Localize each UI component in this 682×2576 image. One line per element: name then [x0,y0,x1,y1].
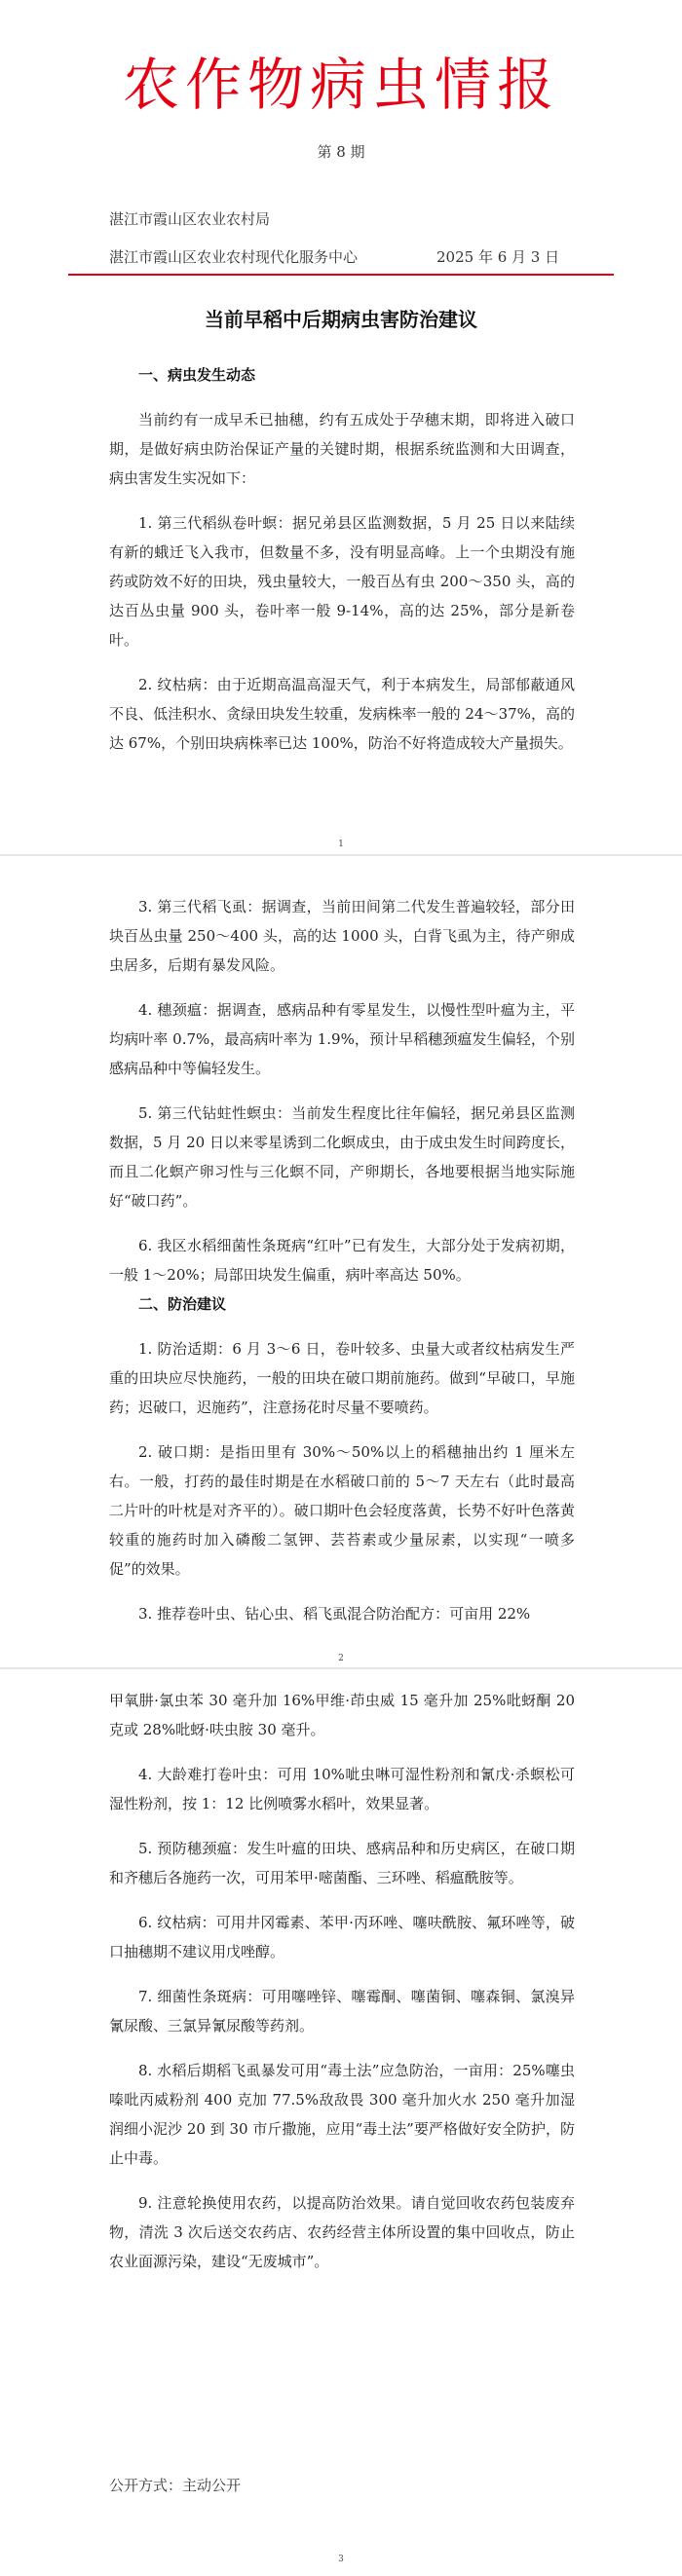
rec-formula-cont: 甲氧肼·氯虫苯 30 毫升加 16%甲维·茚虫威 15 毫升加 25%吡蚜酮 20 克或 28%吡蚜·呋虫胺 30 毫升。 [109,1692,575,1738]
rec-sheath-blight: 6. 纹枯病：可用井冈霉素、苯甲·丙环唑、噻呋酰胺、氟环唑等，破口抽穗期不建议用戊唑醇。 [109,1914,575,1960]
page-2 [0,855,682,1668]
document-title: 当前早稻中后期病虫害防治建议 [205,308,477,331]
rec-leaf-roller: 4. 大龄难打卷叶虫：可用 10%呲虫啉可湿性粉剂和氰戊·杀螟松可湿性粉剂，按 1：12 比例喷雾水稻叶，效果显著。 [109,1766,575,1812]
page-number-3: 3 [338,2555,344,2564]
section-title-control: 二、防治建议 [138,1295,227,1313]
page-2-body [109,892,575,1628]
issue-date: 2025 年 6 月 3 日 [436,248,560,266]
item-bacterial-streak: 6. 我区水稻细菌性条斑病“红叶”已有发生，大部分处于发病初期，一般 1～20%；局部田块发生偏重，病叶率高达 50%。 [109,1237,575,1284]
section-title-pest-status: 一、病虫发生动态 [138,366,256,384]
page-number-1: 1 [338,840,344,849]
page-number-2: 2 [338,1654,344,1663]
issue-number: 第 8 期 [317,143,365,161]
intro-paragraph: 当前约有一成早禾已抽穗，约有五成处于孕穗末期，即将进入破口期，是做好病虫防治保证产量的关键时期，根据系统监测和大田调查，病虫害发生实况如下： [109,411,575,487]
page-1 [0,0,682,855]
rec-poison-soil: 8. 水稻后期稻飞虱暴发可用“毒土法”应急防治，一亩用：25%噻虫嗪吡丙威粉剂 400 克加 77.5%敌敌畏 300 毫升加火水 250 毫升加湿润细小泥沙 20 到 30 市斤撒施，应用“毒土法”要严格做好安全防护，防止中毒。 [109,2062,575,2167]
item-stem-borer: 5. 第三代钻蛀性螟虫：当前发生程度比往年偏轻，据兄弟县区监测数据，5 月 20 日以来零星诱到二化螟成虫，由于成虫发生时间跨度长，而且二化螟产卵习性与三化螟不同，产卵期长，各地要根据当地实际施好“破口药”。 [109,1104,575,1210]
item-sheath-blight: 2. 纹枯病：由于近期高温高湿天气，利于本病发生，局部郁蔽通风不良、低洼积水、贪绿田块发生较重，发病株率一般的 24～37%，高的达 67%，个别田块病株率已达 100%，防治不好将造成较大产量损失。 [109,676,575,752]
masthead-title: 农作物病虫情报 [122,52,559,118]
item-neck-blast: 4. 穗颈瘟：据调查，感病品种有零星发生，以慢性型叶瘟为主，平均病叶率 0.7%，最高病叶率为 1.9%，预计早稻穗颈瘟发生偏轻，个别感病品种中等偏轻发生。 [109,1001,575,1077]
rec-timing: 1. 防治适期：6 月 3～6 日，卷叶较多、虫量大或者纹枯病发生严重的田块应尽快施药，一般的田块在破口期前施药。做到“早破口，早施药；迟破口，迟施药”，注意扬花时尽量不要喷药。 [109,1340,575,1416]
page-3-body [109,1686,575,2276]
page-1-body [109,360,575,758]
rec-formula-start: 3. 推荐卷叶虫、钻心虫、稻飞虱混合防治配方：可亩用 22% [138,1605,531,1623]
rec-heading-stage: 2. 破口期：是指田里有 30%～50%以上的稻穗抽出约 1 厘米左右。一般，打药的最佳时期是在水稻破口前的 5～7 天左右（此时最高二片叶的叶枕是对齐平的）。破口期叶色会轻度落黄，长势不好叶色落黄较重的施药时加入磷酸二氢钾、芸苔素或少量尿素，以实现“一喷多促”的效果。 [109,1443,575,1578]
issuer-center: 湛江市霞山区农业农村现代化服务中心 [109,248,359,266]
rec-bacterial-streak: 7. 细菌性条斑病：可用噻唑锌、噻霉酮、噻菌铜、噻森铜、氯溴异氰尿酸、三氯异氰尿酸等药剂。 [109,1988,575,2035]
page-3 [0,1668,682,2576]
item-leaf-roller: 1. 第三代稻纵卷叶螟：据兄弟县区监测数据，5 月 25 日以来陆续有新的蛾迁飞入我市，但数量不多，没有明显高峰。上一个虫期没有施药或防效不好的田块，残虫量较大，一般百丛有虫 200～350 头，高的达百丛虫量 900 头，卷叶率一般 9-14%，高的达 25%，部分是新卷叶。 [109,514,575,649]
red-divider [68,274,614,276]
issuer-bureau: 湛江市霞山区农业农村局 [109,210,271,228]
item-planthopper: 3. 第三代稻飞虱：据调查，当前田间第二代发生普遍较轻，部分田块百丛虫量 250～400 头，高的达 1000 头，白背飞虱为主，待产卵成虫居多，后期有暴发风险。 [109,898,575,974]
rec-neck-blast: 5. 预防穗颈瘟：发生叶瘟的田块、感病品种和历史病区，在破口期和齐穗后各施药一次，可用苯甲·嘧菌酯、三环唑、稻瘟酰胺等。 [109,1840,575,1886]
disclosure-mode: 公开方式：主动公开 [109,2477,242,2494]
rec-rotation: 9. 注意轮换使用农药，以提高防治效果。请自觉回收农药包装废弃物，清洗 3 次后送交农药店、农药经营主体所设置的集中回收点，防止农业面源污染，建设“无废城市”。 [109,2194,575,2270]
